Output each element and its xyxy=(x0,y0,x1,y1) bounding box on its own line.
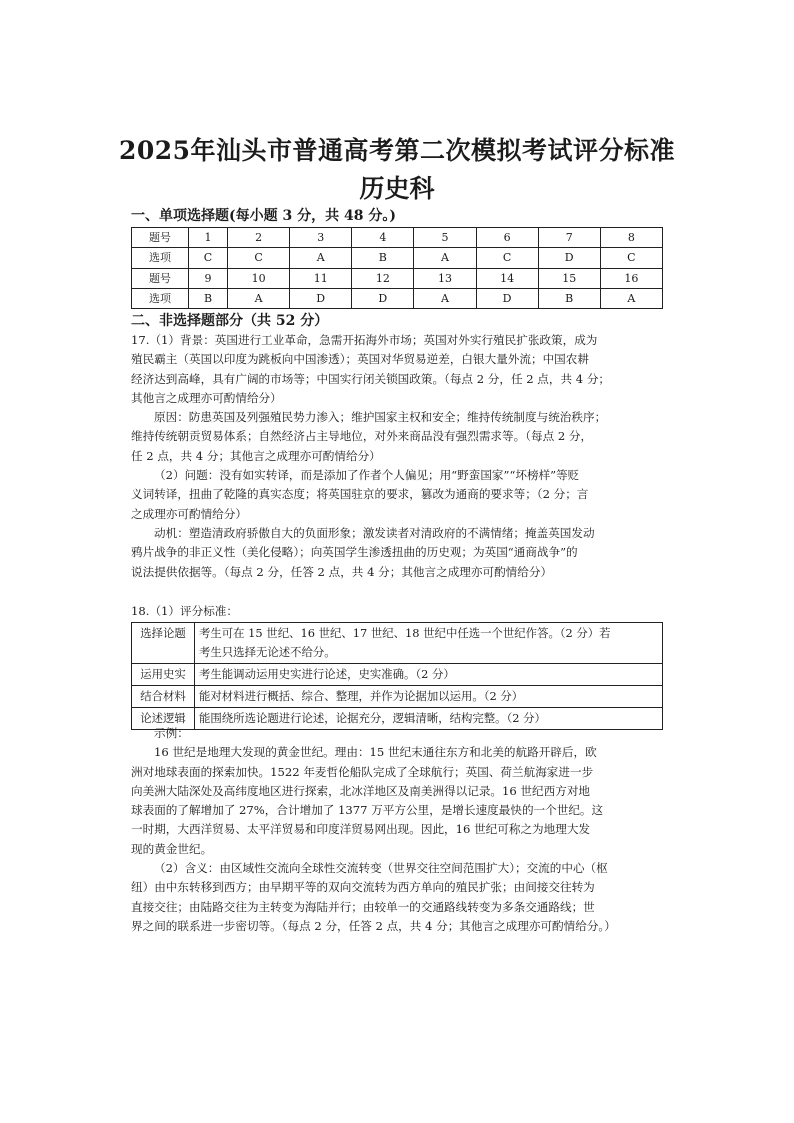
table-cell: B xyxy=(538,288,600,308)
table-cell: 2 xyxy=(228,228,290,248)
table-row xyxy=(132,686,663,708)
text-line: 球表面的了解增加了 27%，合计增加了 1377 万平方公里，是增长速度最快的一个世纪。这 xyxy=(131,803,604,818)
rubric-desc: 能围绕所选论题进行论述，论据充分，逻辑清晰，结构完整。（2 分） xyxy=(195,708,663,730)
table-cell: 7 xyxy=(538,228,600,248)
text-line: 殖民霸主（英国以印度为跳板向中国渗透）；英国对华贸易逆差，白银大量外流；中国农耕 xyxy=(131,352,589,367)
table-cell: B xyxy=(189,288,228,308)
rubric-key: 选择论题 xyxy=(132,623,195,664)
table-cell: B xyxy=(352,248,414,268)
text-line: 其他言之成理亦可酌情给分） xyxy=(131,390,282,405)
text-line: 18.（1）评分标准： xyxy=(131,604,238,618)
table-cell: 15 xyxy=(538,268,600,288)
text-line: 向美洲大陆深处及高纬度地区进行探索，北冰洋地区及南美洲得以记录。16 世纪西方对地 xyxy=(131,783,591,798)
text-line: 纽）由中东转移到西方；由早期平等的双向交流转为西方单向的殖民扩张；由间接交往转为 xyxy=(131,880,595,895)
text-line: 义词转译，扭曲了乾隆的真实态度；将英国驻京的要求，篡改为通商的要求等；（2 分；言 xyxy=(131,487,589,502)
table-row xyxy=(132,248,663,268)
text-line: 16 世纪是地理大发现的黄金世纪。理由：15 世纪末通往东方和北美的航路开辟后，欧 xyxy=(154,745,597,760)
table-cell: 13 xyxy=(414,268,476,288)
row-label: 选项 xyxy=(132,288,189,308)
section2-heading: 二、非选择题部分（共 52 分） xyxy=(131,313,329,329)
text-line: 界之间的联系进一步密切等。（每点 2 分，任答 2 点，共 4 分；其他言之成理亦可酌情给分。） xyxy=(131,918,616,933)
text-line: 17.（1）背景：英国进行工业革命，急需开拓海外市场；英国对外实行殖民扩张政策，成为 xyxy=(131,333,598,347)
text-line: 原因：防患英国及列强殖民势力渗入；维护国家主权和安全；维持传统制度与统治秩序； xyxy=(154,410,607,425)
q17-answer xyxy=(131,331,663,582)
rubric-key: 结合材料 xyxy=(132,686,195,708)
row-label: 题号 xyxy=(132,228,189,248)
table-cell: C xyxy=(228,248,290,268)
text-line: 维持传统朝贡贸易体系；自然经济占主导地位，对外来商品没有强烈需求等。（每点 2 分， xyxy=(131,429,593,444)
rubric-desc xyxy=(195,623,663,664)
table-row xyxy=(132,664,663,686)
table-cell: C xyxy=(600,248,662,268)
q18-intro xyxy=(131,602,663,621)
answer-table xyxy=(131,227,663,309)
text-line: 直接交往；由陆路交往为主转变为海陆并行；由较单一的交通路线转变为多条交通路线；世 xyxy=(131,899,595,914)
table-cell: D xyxy=(476,288,538,308)
q18-2-answer xyxy=(131,859,663,936)
rubric-desc: 考生能调动运用史实进行论述，史实准确。（2 分） xyxy=(195,664,663,686)
text-line: 经济达到高峰，具有广阔的市场等；中国实行闭关锁国政策。（每点 2 分，任 2 点，共 4 分； xyxy=(131,371,611,386)
table-cell: 11 xyxy=(290,268,352,288)
table-cell: C xyxy=(189,248,228,268)
text-line: 任 2 点，共 4 分；其他言之成理亦可酌情给分） xyxy=(131,448,381,463)
rubric-key: 运用史实 xyxy=(132,664,195,686)
rubric-table xyxy=(131,622,663,730)
table-cell: 16 xyxy=(600,268,662,288)
table-cell: A xyxy=(414,248,476,268)
table-cell: 12 xyxy=(352,268,414,288)
table-cell: D xyxy=(352,288,414,308)
table-cell: 1 xyxy=(189,228,228,248)
table-cell: 14 xyxy=(476,268,538,288)
table-cell: D xyxy=(290,288,352,308)
table-cell: 5 xyxy=(414,228,476,248)
table-cell: A xyxy=(414,288,476,308)
text-line: 鸦片战争的非正义性（美化侵略）；向英国学生渗透扭曲的历史观；为英国“通商战争”的 xyxy=(131,545,578,560)
text-line: 之成理亦可酌情给分） xyxy=(131,506,247,521)
rubric-desc: 能对材料进行概括、综合、整理，并作为论据加以运用。（2 分） xyxy=(195,686,663,708)
table-cell: 10 xyxy=(228,268,290,288)
text-line: 动机：塑造清政府骄傲自大的负面形象；激发读者对清政府的不满情绪；掩盖英国发动 xyxy=(154,525,595,540)
table-cell: 8 xyxy=(600,228,662,248)
text-line: 考生可在 15 世纪、16 世纪、17 世纪、18 世纪中任选一个世纪作答。（2 分）若 xyxy=(199,626,611,640)
table-cell: A xyxy=(290,248,352,268)
text-line: （2）含义：由区域性交流向全球性交流转变（世界交往空间范围扩大）；交流的中心（枢 xyxy=(154,861,608,875)
example-label: 示例： xyxy=(154,726,189,740)
section1-heading: 一、单项选择题(每小题 3 分，共 48 分。) xyxy=(131,208,396,224)
text-line: 洲对地球表面的探索加快。1522 年麦哲伦船队完成了全球航行；英国、荷兰航海家进一步 xyxy=(131,764,594,779)
table-cell: 4 xyxy=(352,228,414,248)
table-cell: D xyxy=(538,248,600,268)
table-cell: C xyxy=(476,248,538,268)
text-line: （2）问题：没有如实转译，而是添加了作者个人偏见；用“野蛮国家”“坏榜样”等贬 xyxy=(154,468,580,483)
table-cell: A xyxy=(228,288,290,308)
table-cell: A xyxy=(600,288,662,308)
table-cell: 6 xyxy=(476,228,538,248)
text-line: 考生只选择无论述不给分。 xyxy=(199,645,336,659)
rubric-key: 论述逻辑 xyxy=(132,708,195,730)
page-subtitle: 历史科 xyxy=(359,174,435,203)
table-row xyxy=(132,228,663,248)
text-line: 说法提供依据等。（每点 2 分，任答 2 点，共 4 分；其他言之成理亦可酌情给分） xyxy=(131,564,553,579)
page-title: 2025年汕头市普通高考第二次模拟考试评分标准 xyxy=(118,136,676,165)
row-label: 题号 xyxy=(132,268,189,288)
table-row xyxy=(132,623,663,664)
table-row xyxy=(132,288,663,308)
table-cell: 9 xyxy=(189,268,228,288)
table-row xyxy=(132,268,663,288)
table-cell: 3 xyxy=(290,228,352,248)
row-label: 选项 xyxy=(132,248,189,268)
text-line: 一时期，大西洋贸易、太平洋贸易和印度洋贸易网出现。因此，16 世纪可称之为地理大发 xyxy=(131,822,591,837)
text-line: 现的黄金世纪。 xyxy=(131,841,213,856)
example-answer xyxy=(131,724,663,859)
